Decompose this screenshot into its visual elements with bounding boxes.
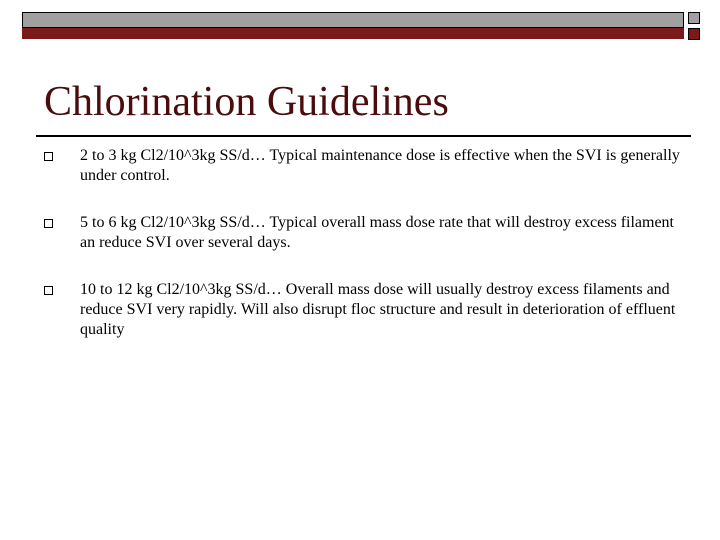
title-divider xyxy=(36,135,691,137)
header-band xyxy=(22,12,684,28)
list-item xyxy=(44,280,684,340)
header-accent-stripe xyxy=(22,28,684,39)
checkbox-bullet-icon xyxy=(44,286,53,295)
list-item xyxy=(44,213,684,253)
corner-square-accent-icon xyxy=(688,28,700,40)
checkbox-bullet-icon xyxy=(44,219,53,228)
bullet-list xyxy=(44,146,684,340)
corner-square-icon xyxy=(688,12,700,24)
slide-title: Chlorination Guidelines xyxy=(44,79,449,125)
bullet-text: 5 to 6 kg Cl2/10^3kg SS/d… Typical overall mass dose rate that will destroy excess filament an reduce SVI over several days. xyxy=(80,214,674,251)
bullet-text: 2 to 3 kg Cl2/10^3kg SS/d… Typical maintenance dose is effective when the SVI is generally under control. xyxy=(80,147,680,184)
bullet-text: 10 to 12 kg Cl2/10^3kg SS/d… Overall mass dose will usually destroy excess filaments and reduce SVI very rapidly. Will also disrupt floc structure and result in deterioration of effluent quality xyxy=(80,281,676,338)
list-item xyxy=(44,146,684,186)
checkbox-bullet-icon xyxy=(44,152,53,161)
